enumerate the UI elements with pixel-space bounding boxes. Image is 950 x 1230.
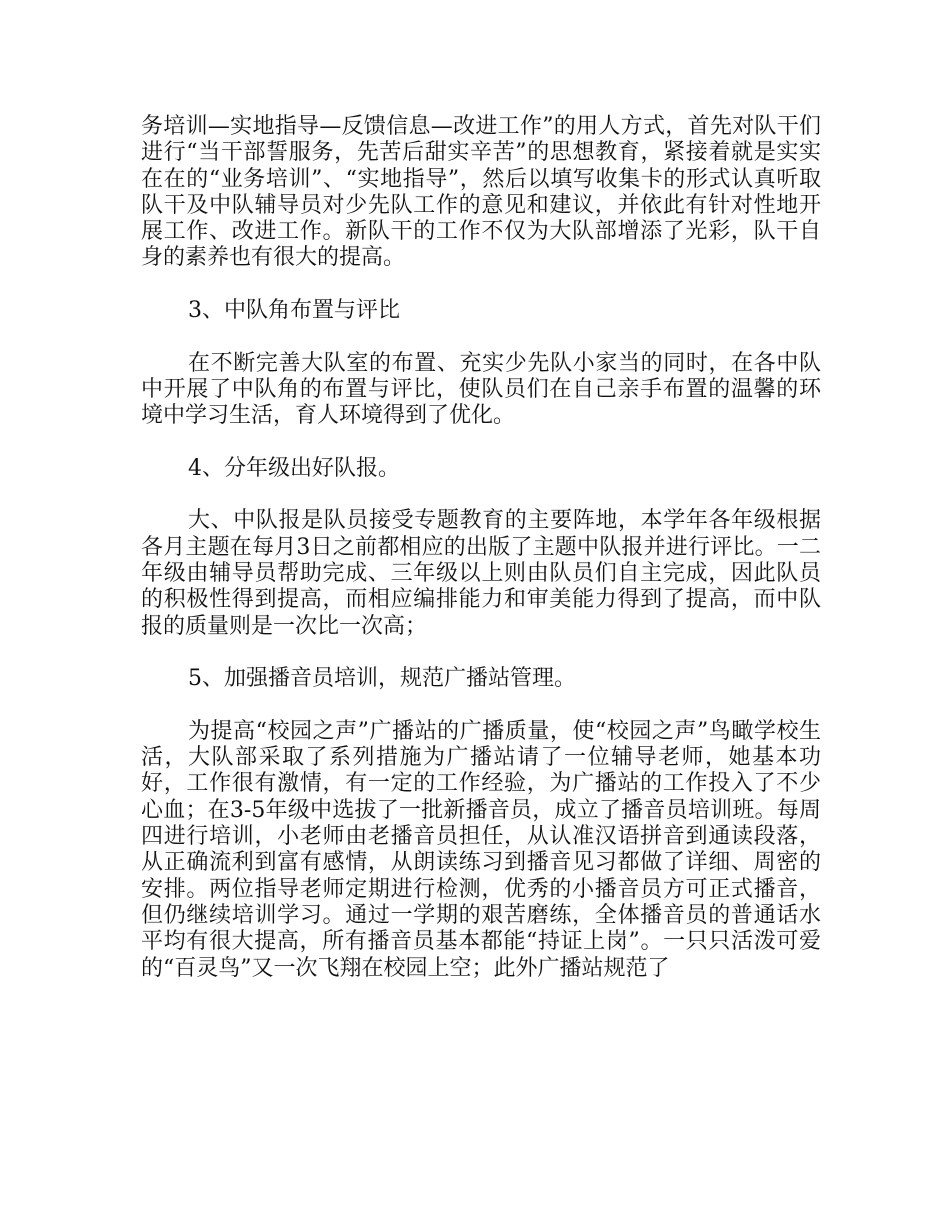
document-page [141,114,821,982]
paragraph-body: 大、中队报是队员接受专题教育的主要阵地，本学年各年级根据各月主题在每月3日之前都相应的出版了主题中队报并进行评比。一二年级由辅导员帮助完成、三年级以上则由队员们自主完成，因此队员的积极性得到提高，而相应编排能力和审美能力得到了提高，而中队报的质量则是一次比一次高； [141,508,821,639]
paragraph-continued: 务培训—实地指导—反馈信息—改进工作”的用人方式，首先对队干们进行“当干部誓服务，先苦后甜实辛苦”的思想教育，紧接着就是实实在在的“业务培训”、“实地指导”，然后以填写收集卡的形式认真听取队干及中队辅导员对少先队工作的意见和建议，并依此有针对性地开展工作、改进工作。新队干的工作不仅为大队部增添了光彩，队干自身的素养也有很大的提高。 [141,114,821,271]
paragraph-body: 为提高“校园之声”广播站的广播质量，使“校园之声”鸟瞰学校生活，大队部采取了系列措施为广播站请了一位辅导老师，她基本功好，工作很有激情，有一定的工作经验，为广播站的工作投入了不少心血；在3-5年级中选拔了一批新播音员，成立了播音员培训班。每周四进行培训，小老师由老播音员担任，从认准汉语拼音到通读段落，从正确流利到富有感情，从朗读练习到播音见习都做了详细、周密的安排。两位指导老师定期进行检测，优秀的小播音员方可正式播音，但仍继续培训学习。通过一学期的艰苦磨练，全体播音员的普通话水平均有很大提高，所有播音员基本都能“持证上岗”。一只只活泼可爱的“百灵鸟”又一次飞翔在校园上空；此外广播站规范了 [141,718,821,981]
section-heading-3: 3、中队角布置与评比 [188,298,400,324]
section-heading-5: 5、加强播音员培训，规范广播站管理。 [188,666,576,692]
paragraph-body: 在不断完善大队室的布置、充实少先队小家当的同时，在各中队中开展了中队角的布置与评比，使队员们在自己亲手布置的温馨的环境中学习生活，育人环境得到了优化。 [141,350,821,429]
section-heading-4: 4、分年级出好队报。 [188,455,400,481]
